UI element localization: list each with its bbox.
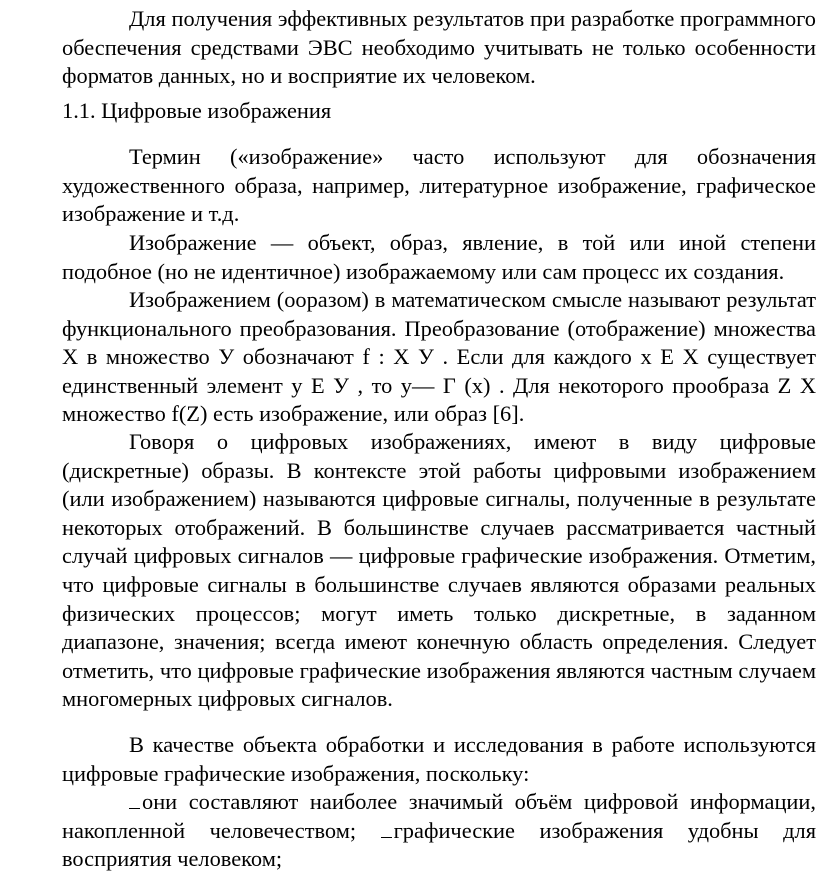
paragraph-term: Термин («изображение» часто используют для обозначения художественного образа, например, литературное изображение, графическое изображение и т.д. [62,144,816,227]
section-heading: 1.1. Цифровые изображения [62,98,332,123]
paragraph-intro: Для получения эффективных результатов при разработке программного обеспечения средствами ЭВС необходимо учитывать не только особенности форматов данных, но и восприятие их человеком. [62,6,816,89]
paragraph-object: В качестве объекта обработки и исследования в работе используются цифровые графические изображения, поскольку: [62,732,816,786]
paragraph-list [62,788,816,874]
list-item-2: графические изображения удобны для восприятия человеком; [62,817,816,872]
paragraph-definition: Изображение — объект, образ, явление, в той или иной степени подобное (но не идентичное) изображаемому или сам процесс их создания. [62,230,816,284]
list-marker [381,821,392,838]
paragraph-math: Изображением (ооразом) в математическом смысле называют результат функционального преобразования. Преобразование (отображение) множества X в множество У обозначают f : X У . Если для каждого x E X существует единственный элемент y E У , то y— Г (x) . Для некоторого прообраза Z X множество f(Z) есть изображение, или образ [6]. [62,287,816,427]
list-item-1: они составляют наиболее значимый объём цифровой информации, накопленной человечеством; [62,789,816,843]
list-marker [129,792,140,809]
paragraph-digital: Говоря о цифровых изображениях, имеют в виду цифровые (дискретные) образы. В контексте этой работы цифровыми изображением (или изображением) называются цифровые сигналы, полученные в результате некоторых отображений. В большинстве случаев рассматривается частный случай цифровых сигналов — цифровые графические изображения. Отметим, что цифровые сигналы в большинстве случаев являются образами реальных физических процессов; могут иметь только дискретные, в заданном диапазоне, значения; всегда имеют конечную область определения. Следует отметить, что цифровые графические изображения являются частным случаем многомерных цифровых сигналов. [62,429,816,712]
